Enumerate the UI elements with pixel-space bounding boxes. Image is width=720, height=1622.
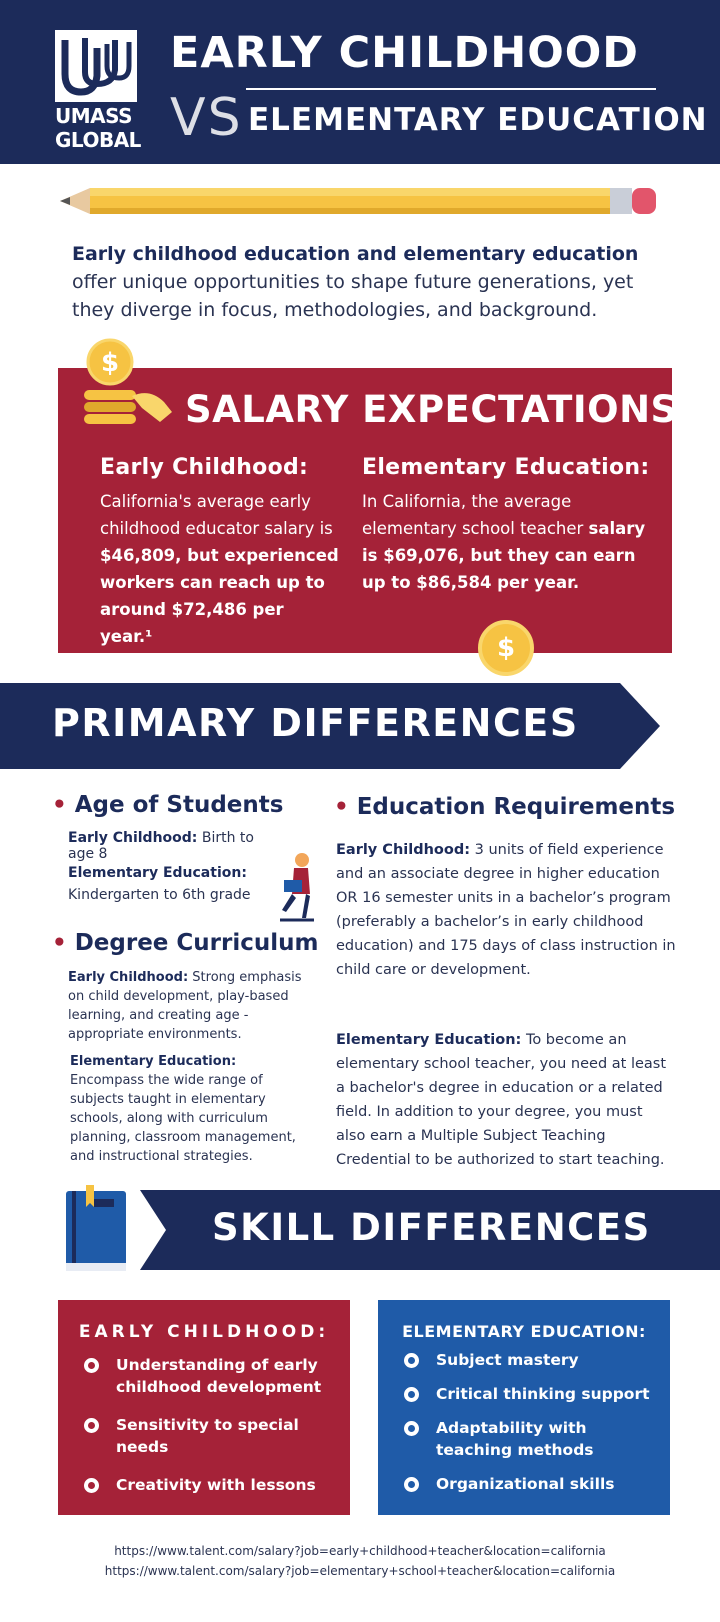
circle-bullet-icon bbox=[404, 1477, 419, 1492]
skills-early-heading: EARLY CHILDHOOD: bbox=[78, 1322, 330, 1342]
skills-elementary-heading: ELEMENTARY EDUCATION: bbox=[402, 1322, 646, 1341]
list-item bbox=[58, 1414, 350, 1458]
umass-global-logo bbox=[55, 30, 145, 152]
salary-early-heading: Early Childhood: bbox=[100, 455, 309, 480]
intro-text: offer unique opportunities to shape future generations, yet they diverge in focus, methodologies, and background. bbox=[72, 271, 634, 321]
circle-bullet-icon bbox=[404, 1353, 419, 1368]
skill-differences-title: SKILL DIFFERENCES bbox=[212, 1206, 651, 1249]
curriculum-elementary bbox=[70, 1052, 318, 1166]
circle-bullet-icon bbox=[84, 1478, 99, 1493]
coin-stack-icon bbox=[80, 338, 180, 428]
salary-early-normal: California's average early childhood educator salary is bbox=[100, 492, 333, 538]
primary-differences-title: PRIMARY DIFFERENCES bbox=[52, 701, 579, 745]
curriculum-ec-text: Strong emphasis on child development, play-based learning, and creating age -appropriate environments. bbox=[68, 970, 302, 1042]
requirements-ec-label: Early Childhood: bbox=[336, 842, 471, 858]
salary-elementary-bold: salary is $69,076, but they can earn up to $86,584 per year. bbox=[362, 519, 646, 592]
salary-title: SALARY EXPECTATIONS bbox=[185, 388, 678, 431]
circle-bullet-icon bbox=[84, 1358, 99, 1373]
age-early-childhood bbox=[68, 830, 278, 862]
curriculum-ee-text: Encompass the wide range of subjects taught in elementary schools, along with curriculum planning, classroom management, and instructional strategies. bbox=[70, 1073, 296, 1164]
requirements-ee-label: Elementary Education: bbox=[336, 1032, 522, 1048]
age-ec-label: Early Childhood: bbox=[68, 830, 198, 846]
age-of-students-heading bbox=[52, 792, 283, 818]
requirements-early-childhood bbox=[336, 838, 676, 982]
title-divider bbox=[246, 88, 656, 90]
skills-elementary-list bbox=[378, 1349, 670, 1495]
requirements-ee-text: To become an elementary school teacher, you need at least a bachelor's degree in education or a related field. In addition to your degree, you must also earn a Multiple Subject Teaching Credential to be authorized to start teaching. bbox=[336, 1032, 667, 1168]
bullet-icon: • bbox=[52, 930, 67, 956]
curriculum-ec-label: Early Childhood: bbox=[68, 970, 189, 985]
skills-early-list bbox=[58, 1354, 350, 1496]
salary-elementary-text bbox=[362, 488, 652, 596]
skills-elementary-box bbox=[378, 1300, 670, 1515]
salary-elementary-column bbox=[362, 455, 652, 596]
source-link[interactable]: https://www.talent.com/salary?job=early+childhood+teacher&location=california bbox=[114, 1544, 606, 1558]
bullet-icon: • bbox=[334, 794, 349, 820]
age-ee-label: Elementary Education: bbox=[68, 865, 247, 881]
skills-early-childhood-box bbox=[58, 1300, 350, 1515]
age-elementary bbox=[68, 862, 278, 906]
skill-text: Understanding of early childhood development bbox=[116, 1356, 322, 1396]
requirements-elementary bbox=[336, 1028, 676, 1172]
curriculum-heading-text: Degree Curriculum bbox=[74, 930, 319, 956]
curriculum-early-childhood bbox=[68, 968, 318, 1044]
vs-label: VS bbox=[170, 88, 243, 148]
logo-text-umass: UMASS bbox=[55, 104, 133, 128]
list-item bbox=[378, 1349, 670, 1371]
age-ee-text: Kindergarten to 6th grade bbox=[68, 887, 251, 903]
pencil-icon bbox=[60, 182, 660, 220]
bullet-icon: • bbox=[52, 792, 67, 818]
header-banner bbox=[0, 0, 720, 164]
salary-early-column bbox=[100, 455, 340, 650]
salary-early-bold: $46,809, but experienced workers can reach up to around $72,486 per year.¹ bbox=[100, 546, 339, 646]
circle-bullet-icon bbox=[404, 1421, 419, 1436]
reading-person-icon bbox=[272, 850, 322, 928]
education-requirements-heading bbox=[334, 794, 675, 820]
salary-elementary-heading: Elementary Education: bbox=[362, 455, 650, 480]
skill-text: Creativity with lessons bbox=[116, 1476, 316, 1494]
age-heading-text: Age of Students bbox=[74, 792, 284, 818]
list-item bbox=[58, 1354, 350, 1398]
salary-early-text bbox=[100, 488, 340, 650]
svg-text:$: $ bbox=[100, 348, 120, 378]
list-item bbox=[378, 1473, 670, 1495]
logo-mark-icon bbox=[55, 30, 137, 102]
skill-text: Subject mastery bbox=[436, 1351, 579, 1369]
circle-bullet-icon bbox=[84, 1418, 99, 1433]
skill-differences-banner bbox=[140, 1190, 720, 1270]
list-item bbox=[378, 1383, 670, 1405]
curriculum-ee-label: Elementary Education: bbox=[70, 1054, 237, 1069]
requirements-heading-text: Education Requirements bbox=[356, 794, 676, 820]
primary-differences-banner bbox=[0, 683, 620, 769]
list-item bbox=[58, 1474, 350, 1496]
degree-curriculum-heading bbox=[52, 930, 318, 956]
intro-bold: Early childhood education and elementary education bbox=[72, 243, 639, 265]
book-icon bbox=[60, 1185, 134, 1277]
banner-notch bbox=[140, 1190, 166, 1270]
skill-text: Critical thinking support bbox=[436, 1385, 650, 1403]
coin-icon: $ bbox=[478, 620, 534, 676]
requirements-ec-text: 3 units of field experience and an associate degree in higher education OR 16 semester units in a bachelor’s program (preferably a bachelor’s in early childhood education) and 175 days of class instruction in child care or development. bbox=[336, 842, 676, 978]
circle-bullet-icon bbox=[404, 1387, 419, 1402]
intro-paragraph bbox=[72, 240, 672, 324]
skill-text: Adaptability with teaching methods bbox=[436, 1419, 594, 1459]
age-ec-text: Birth to age 8 bbox=[68, 830, 254, 862]
list-item bbox=[378, 1417, 670, 1461]
logo-text-global: GLOBAL bbox=[55, 128, 141, 152]
page-title-line2: ELEMENTARY EDUCATION bbox=[248, 102, 708, 138]
source-link[interactable]: https://www.talent.com/salary?job=elementary+school+teacher&location=california bbox=[104, 1564, 616, 1578]
skill-text: Sensitivity to special needs bbox=[116, 1416, 299, 1456]
salary-elementary-normal: In California, the average elementary school teacher bbox=[362, 492, 584, 538]
page-title-line1: EARLY CHILDHOOD bbox=[170, 28, 639, 78]
skill-text: Organizational skills bbox=[436, 1475, 615, 1493]
